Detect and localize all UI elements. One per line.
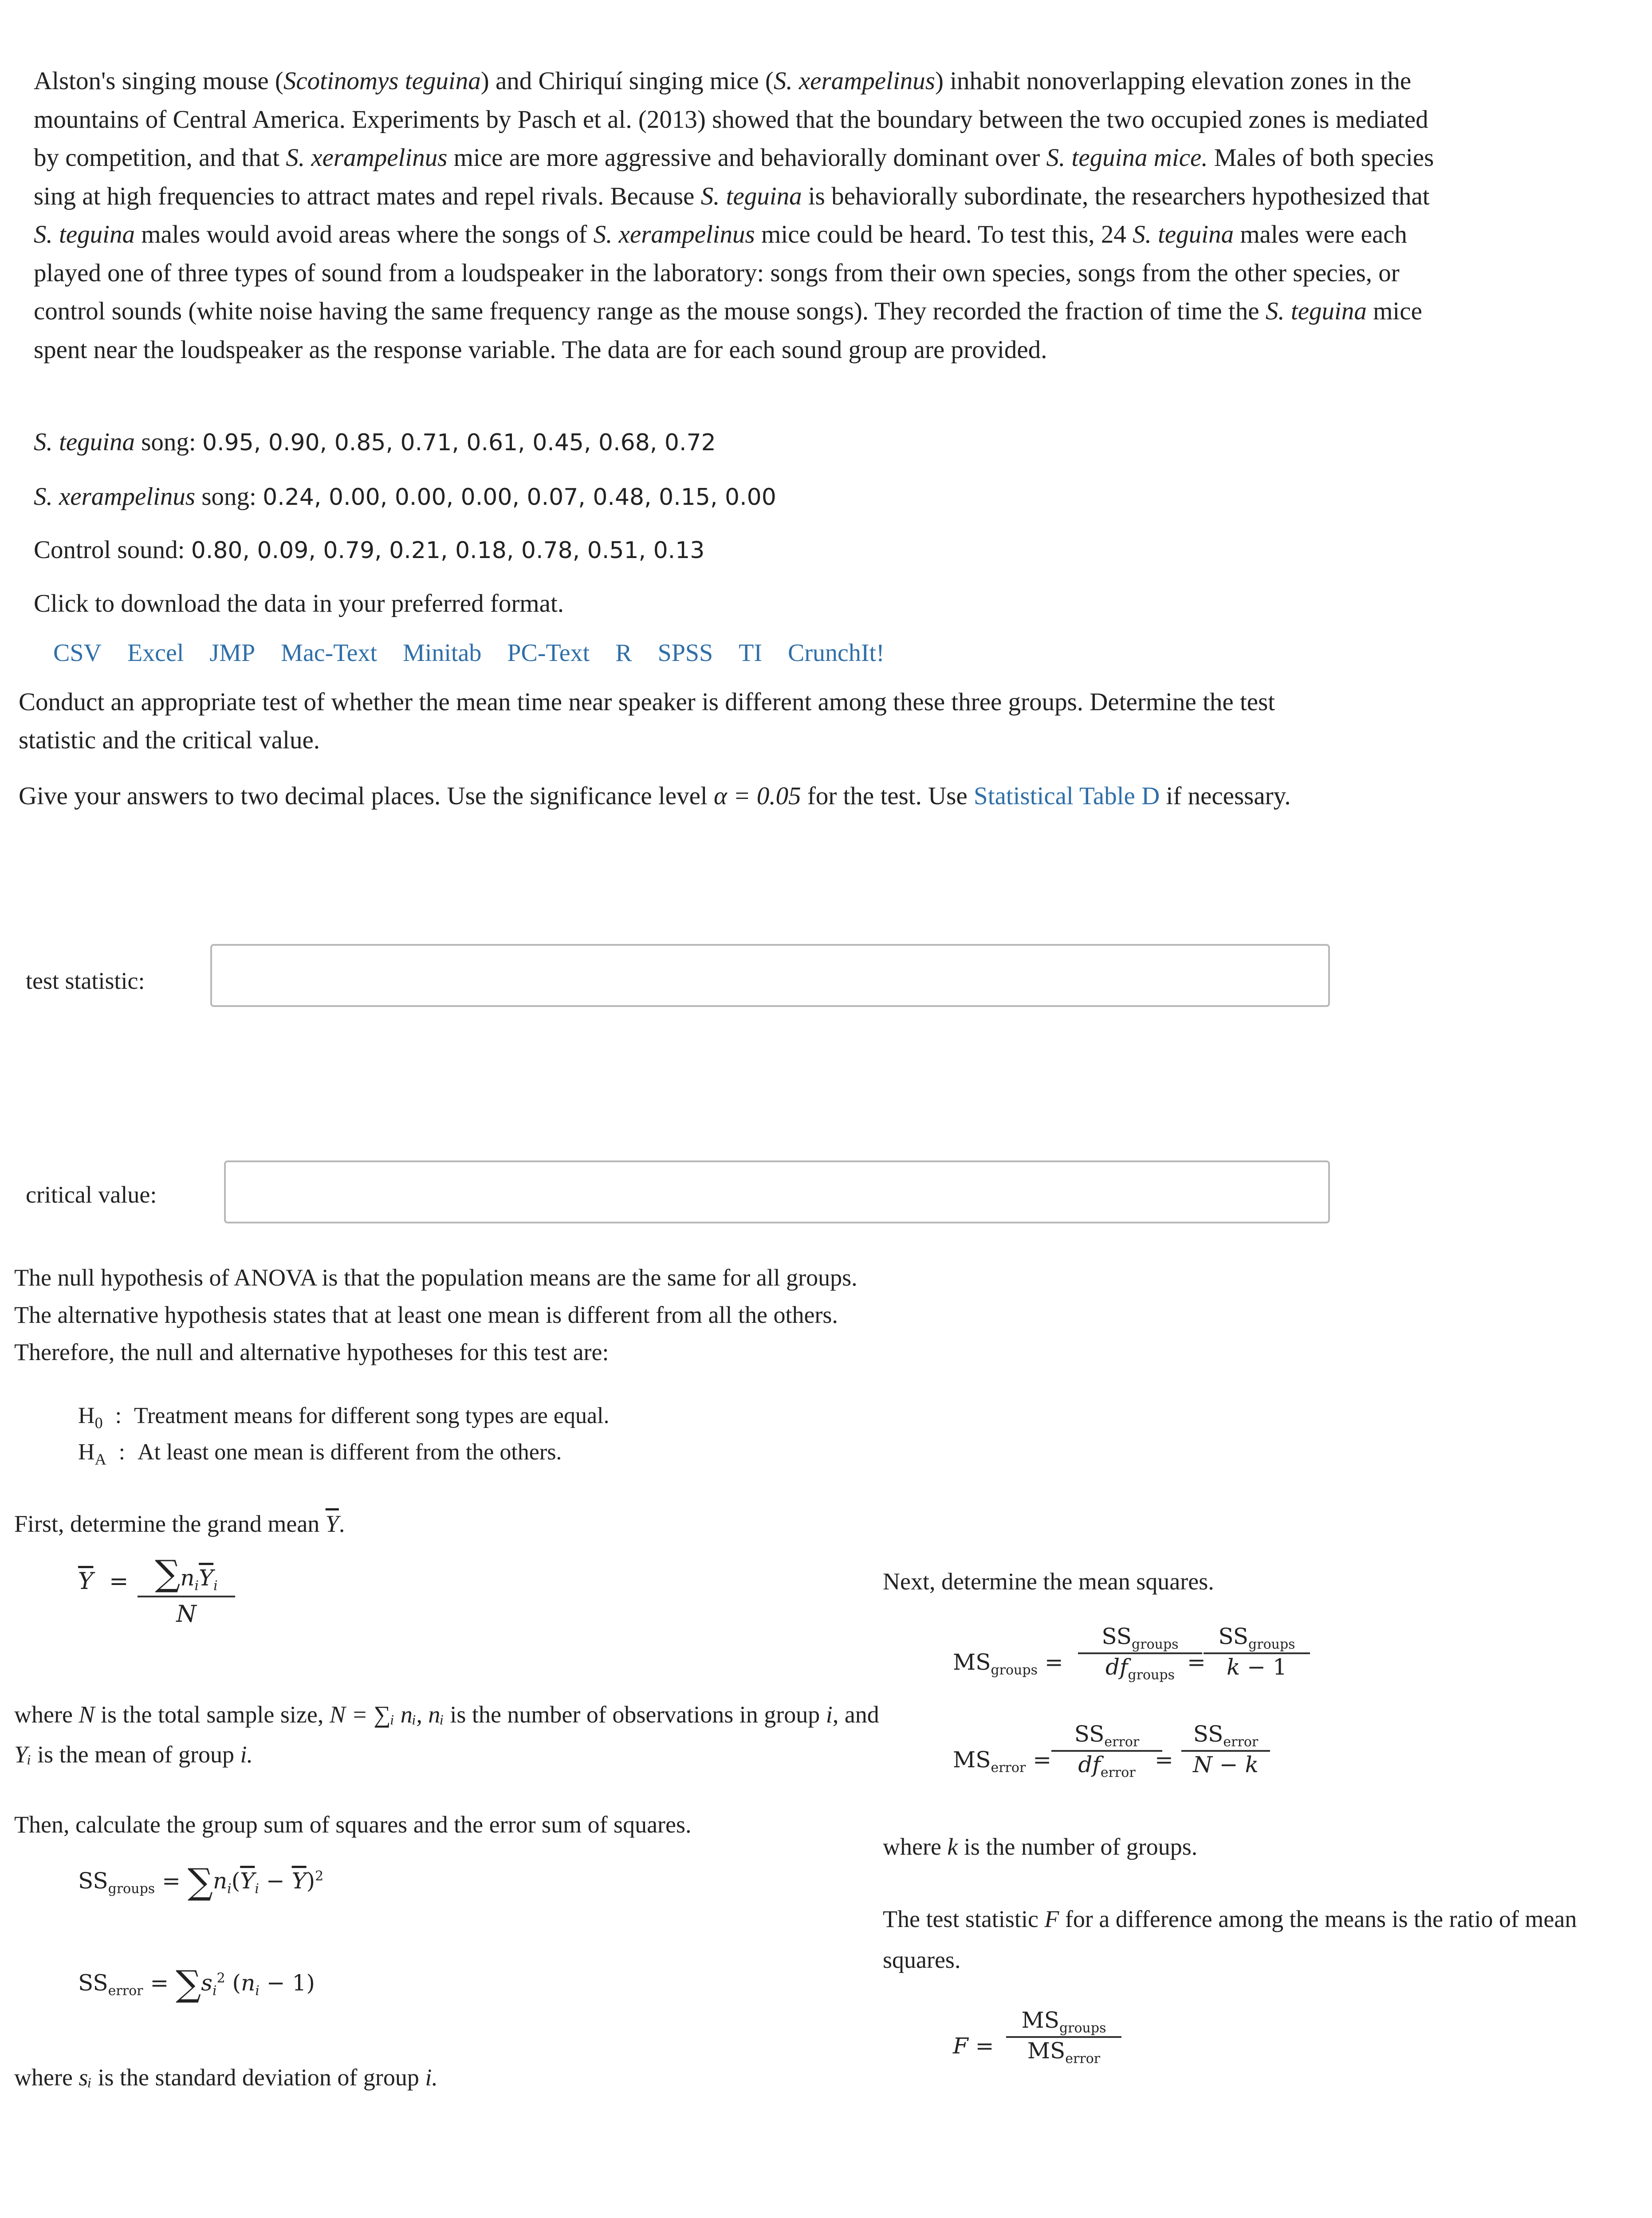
definition-text: where — [883, 1833, 948, 1860]
download-links — [53, 639, 910, 667]
data-label: Control sound: — [34, 536, 191, 564]
intro-text: Alston's singing mouse ( — [34, 67, 283, 95]
definition-text: , and — [832, 1701, 879, 1728]
definition-symbol: i — [826, 1701, 833, 1728]
definition-symbol: F — [1044, 1906, 1059, 1932]
download-link-ti[interactable]: TI — [739, 639, 763, 667]
data-label: song: — [195, 483, 263, 511]
definition-text: The test statistic — [883, 1906, 1045, 1932]
definition-text: is the total sample size, — [94, 1701, 330, 1728]
download-link-r[interactable]: R — [615, 639, 632, 667]
intro-text: mice could be heard. To test this, 24 — [755, 220, 1133, 248]
definition-symbol: i. — [425, 2064, 438, 2091]
definition-text: where — [14, 1701, 79, 1728]
mean-squares-text: Next, determine the mean squares. — [883, 1568, 1214, 1595]
download-link-jmp[interactable]: JMP — [209, 639, 256, 667]
data-label: song: — [134, 428, 203, 456]
definition-symbol: i. — [240, 1741, 253, 1768]
download-link-minitab[interactable]: Minitab — [403, 639, 482, 667]
alpha-value: α = 0.05 — [713, 782, 801, 810]
download-link-spss[interactable]: SPSS — [657, 639, 713, 667]
download-link-crunchit[interactable]: CrunchIt! — [788, 639, 885, 667]
instructions-part: for the test. Use — [801, 782, 974, 810]
data-line-teguina — [34, 427, 716, 458]
statistical-table-link[interactable]: Statistical Table D — [974, 782, 1160, 810]
intro-text: Males of both species sing at high frequencies to attract mates and repel rivals. Because — [34, 144, 1434, 210]
instructions-part: if necessary. — [1160, 782, 1291, 810]
download-link-excel[interactable]: Excel — [127, 639, 184, 667]
data-values: 0.80, 0.09, 0.79, 0.21, 0.18, 0.78, 0.51, 0.13 — [191, 537, 705, 564]
h0-symbol: H — [78, 1403, 95, 1428]
null-hypothesis: $H_0$ : Treatment means for different song types are equal. — [78, 1403, 610, 1432]
h0-subscript: 0 — [94, 1414, 103, 1432]
grand-mean-label: First, determine the grand mean — [14, 1510, 320, 1537]
intro-text: ) inhabit nonoverlapping elevation zones in the mountains of Central America. Experiments by Pasch et al. (2013) showed that the boundary between the two occupied zones is mediated by competition, and that — [34, 67, 1428, 172]
groups-definition — [883, 1828, 1197, 1866]
definition-text: is the number of observations in group — [444, 1701, 826, 1728]
intro-text: males were each played one of three types of sound from a loudspeaker in the laboratory: songs from their own species, songs from the other species, or control sounds (white noise having the same frequency range as the mouse songs). They recorded the fraction of time the — [34, 220, 1407, 325]
definition-text: for a difference among the means is the ratio of mean squares. — [883, 1906, 1577, 1973]
data-line-control — [34, 535, 704, 566]
critical-value-input[interactable] — [224, 1160, 1330, 1223]
test-statistic-label: test statistic: — [26, 967, 145, 994]
alternative-hypothesis: $H_A$ : At least one mean is different from the others. — [78, 1439, 562, 1468]
ss-error-formula: $SS_{error} = \sum s_i^2$ $(n_i - 1)$ — [78, 1963, 315, 2004]
download-link-pc-text[interactable]: PC-Text — [507, 639, 590, 667]
species-name: S. xerampelinus — [286, 144, 448, 172]
species-name: S. teguina mice. — [1046, 144, 1208, 172]
intro-text: is behaviorally subordinate, the researchers hypothesized that — [802, 182, 1430, 210]
data-species: S. teguina — [34, 428, 135, 456]
ha-symbol: H — [78, 1439, 95, 1465]
intro-text: mice spent near the loudspeaker as the response variable. The data are for each sound group are provided. — [34, 297, 1422, 364]
definition-text: is the mean of group — [31, 1741, 240, 1768]
species-name: Scotinomys teguina — [283, 67, 481, 95]
test-statistic-input[interactable] — [210, 944, 1330, 1007]
h0-text: Treatment means for different song types are equal. — [134, 1403, 610, 1428]
species-name: S. teguina — [1133, 220, 1234, 248]
grand-mean-definition — [14, 1695, 884, 1774]
definition-symbol: N — [79, 1701, 95, 1728]
species-name: S. xerampelinus — [773, 67, 935, 95]
problem-page: Alston's singing mouse (Scotinomys teguina) and Chiriquí singing mice (S. xerampelinus) inhabit nonoverlapping elevation zones in the mountains of Central America. Experiments by Pasch et al. (2013) showed that the boundary between the two occupied zones is mediated by competition, and that S. xerampelinus mice are more aggressive and behaviorally dominant over S. teguina mice. Males of both species sing at high frequencies to attract mates and repel rivals. Because S. teguina is behaviorally subordinate, the researchers hypothesized that S. teguina males would avoid areas where the songs of S. xerampelinus mice could be heard. To test this, 24 S. teguina males were each played one of three types of sound from a loudspeaker in the laboratory: songs from their own species, songs from the other species, or control sounds (white noise having the same frequency range as the mouse songs). They recorded the fraction of time the S. teguina mice spent near the loudspeaker as the response variable. The data are for each sound group are provided. S. teguina song: 0.95, 0.90, 0.85, 0.71, 0.61, 0.45, 0.68, 0.72 S. xerampelinus song: 0.24, 0.00, 0.00, 0.00, 0.07, 0.48, 0.15, 0.00 Control sound: 0.80, 0.09, 0.79, 0.21, 0.18, 0.78, 0.51, 0.13 Click to download the data in your preferred format. CSV Excel JMP Mac-Text Minitab PC-Text R SPSS TI CrunchIt! Conduct an appropriate test of whether the mean time near speaker is different among these three groups. Determine the test statistic and the critical value. Give your answers to two decimal places. Use the significance level α = 0.05 for the test. Use Statistical Table D if necessary. test statistic: critical value: The null hypothesis of ANOVA is that the population means are the same for all groups. The alternative hypothesis states that at least one mean is different from all the others. Therefore, the null and alternative hypotheses for this test are: $H_0$ : Treatment means for different song types are equal. $H_A$ : At least one mean is different from the others. First, determine the grand mean $\overline{Y}$. $\overline{Y}$ = $\sum n_i\overline{Y}_i$ N where N is the total sample size, N = ∑ᵢ nᵢ, nᵢ is the number of observations in group i, and Yᵢ is the mean of group i. Then, calculate the group sum of squares and the error sum of squares. $SS_{groups} = \sum n_i(\overline{Y}_i - \overline{Y})^2$ $SS_{error} = \sum s_i^2$ $(n_i - 1)$ where sᵢ is the standard deviation of group i. Next, determine the mean squares. $MS_{groups}$ = $SS_{groups}$ $df_{groups}$ = $SS_{groups}$ k − 1 $MS_{error}$ = $SS_{error}$ $df_{error}$ = $SS_{error}$ N − k where k is the number of groups. The test statistic F for a difference among the means is the ratio of mean squares. F = $MS_{groups}$ $MS_{error}$ — [0, 0, 1652, 2218]
data-species: S. xerampelinus — [34, 483, 196, 511]
species-name: S. teguina — [34, 220, 135, 248]
null-hypothesis-explanation: The null hypothesis of ANOVA is that the population means are the same for all groups. The alternative hypothesis states that at least one mean is different from all the others. Therefore, the null and alternative hypotheses for this test are: — [14, 1264, 857, 1365]
sum-of-squares-text: Then, calculate the group sum of squares and the error sum of squares. — [14, 1811, 692, 1838]
data-values: 0.24, 0.00, 0.00, 0.00, 0.07, 0.48, 0.15, 0.00 — [263, 484, 776, 511]
download-link-csv[interactable]: CSV — [53, 639, 102, 667]
grand-mean-symbol: $\overline{Y}$ — [325, 1510, 339, 1537]
ss-groups-formula: $SS_{groups} = \sum n_i(\overline{Y}_i - \overline{Y})^2$ — [78, 1861, 324, 1902]
species-name: S. xerampelinus — [593, 220, 755, 248]
intro-text: males would avoid areas where the songs of — [134, 220, 594, 248]
download-link-mac-text[interactable]: Mac-Text — [281, 639, 378, 667]
species-name: S. teguina — [1265, 297, 1367, 325]
std-dev-definition — [14, 2058, 438, 2096]
definition-formula: N = ∑ᵢ nᵢ, nᵢ — [329, 1701, 444, 1728]
definition-text: where — [14, 2064, 79, 2091]
ha-subscript: A — [94, 1450, 106, 1468]
species-name: S. teguina — [700, 182, 802, 210]
data-line-xerampelinus — [34, 481, 776, 513]
definition-symbol: Yᵢ — [14, 1741, 31, 1768]
instructions-text — [19, 777, 1291, 815]
intro-text: ) and Chiriquí singing mice ( — [480, 67, 774, 95]
f-statistic-text — [883, 1899, 1637, 1980]
definition-text: is the number of groups. — [958, 1833, 1198, 1860]
question-text: Conduct an appropriate test of whether the mean time near speaker is different among these three groups. Determine the test statistic and the critical value. — [19, 688, 1275, 754]
intro-paragraph — [34, 62, 1444, 369]
critical-value-label: critical value: — [26, 1181, 157, 1208]
ha-text: At least one mean is different from the others. — [138, 1439, 562, 1465]
instructions-part: Give your answers to two decimal places. Use the significance level — [19, 782, 714, 810]
data-values: 0.95, 0.90, 0.85, 0.71, 0.61, 0.45, 0.68, 0.72 — [202, 429, 716, 456]
definition-symbol: sᵢ — [79, 2064, 92, 2091]
definition-symbol: k — [947, 1833, 958, 1860]
grand-mean-text: First, determine the grand mean $\overline{Y}$. — [14, 1510, 345, 1537]
download-prompt: Click to download the data in your preferred format. — [34, 590, 564, 617]
definition-text: is the standard deviation of group — [91, 2064, 425, 2091]
intro-text: mice are more aggressive and behaviorally dominant over — [447, 144, 1046, 172]
